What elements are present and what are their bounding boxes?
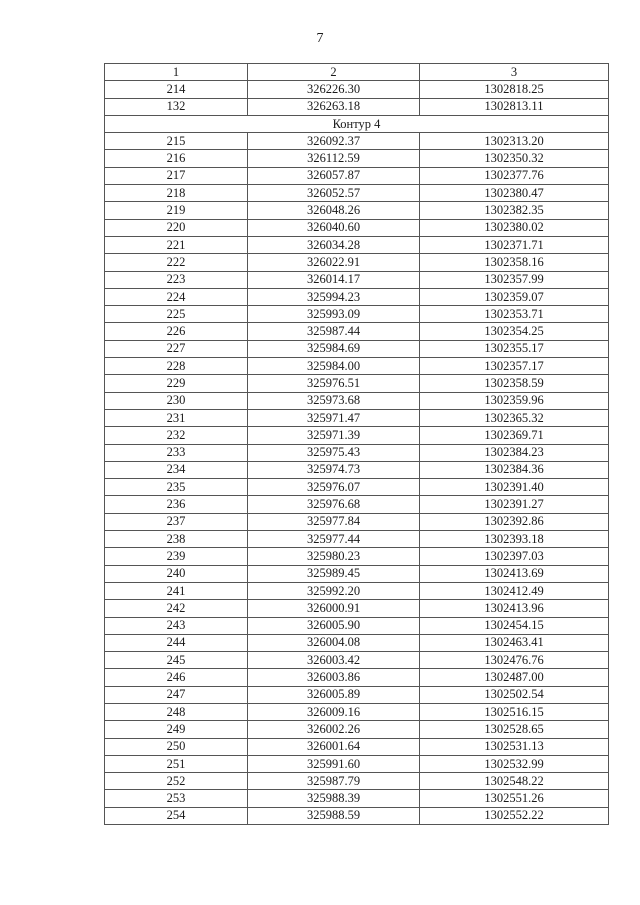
x-coordinate-cell: 325976.51 [248,375,420,392]
y-coordinate-cell: 1302392.86 [420,513,609,530]
y-coordinate-cell: 1302371.71 [420,236,609,253]
table-row [105,150,609,167]
x-coordinate-cell: 326001.64 [248,738,420,755]
point-number-cell: 230 [105,392,248,409]
y-coordinate-cell: 1302382.35 [420,202,609,219]
page-number: 7 [316,31,324,46]
table-row [105,133,609,150]
x-coordinate-cell: 325971.47 [248,409,420,426]
point-number-cell: 247 [105,686,248,703]
table-row [105,773,609,790]
y-coordinate-cell: 1302358.16 [420,254,609,271]
table-row [105,185,609,202]
x-coordinate-cell: 326005.90 [248,617,420,634]
point-number-cell: 240 [105,565,248,582]
x-coordinate-cell: 325991.60 [248,755,420,772]
table-section [105,115,609,132]
table-row [105,427,609,444]
table-row [105,531,609,548]
x-coordinate-cell: 326092.37 [248,133,420,150]
y-coordinate-cell: 1302359.96 [420,392,609,409]
x-coordinate-cell: 326048.26 [248,202,420,219]
y-coordinate-cell: 1302393.18 [420,531,609,548]
point-number-cell: 220 [105,219,248,236]
x-coordinate-cell: 325984.69 [248,340,420,357]
point-number-cell: 244 [105,634,248,651]
y-coordinate-cell: 1302413.69 [420,565,609,582]
point-number-cell: 237 [105,513,248,530]
point-number-cell: 217 [105,167,248,184]
point-number-cell: 250 [105,738,248,755]
x-coordinate-cell: 326000.91 [248,600,420,617]
table-row [105,600,609,617]
table-header-row [105,64,609,81]
table-row [105,686,609,703]
table-row [105,323,609,340]
point-number-cell: 232 [105,427,248,444]
y-coordinate-cell: 1302313.20 [420,133,609,150]
x-coordinate-cell: 326014.17 [248,271,420,288]
table-row [105,738,609,755]
x-coordinate-cell: 325977.44 [248,531,420,548]
point-number-cell: 234 [105,461,248,478]
x-coordinate-cell: 326003.86 [248,669,420,686]
y-coordinate-cell: 1302384.36 [420,461,609,478]
point-number-cell: 243 [105,617,248,634]
point-number-cell: 253 [105,790,248,807]
table-row [105,496,609,513]
point-number-cell: 221 [105,236,248,253]
point-number-cell: 239 [105,548,248,565]
point-number-cell: 214 [105,81,248,98]
x-coordinate-cell: 326005.89 [248,686,420,703]
y-coordinate-cell: 1302476.76 [420,652,609,669]
table-row [105,271,609,288]
table-row [105,669,609,686]
x-coordinate-cell: 325987.79 [248,773,420,790]
point-number-cell: 242 [105,600,248,617]
y-coordinate-cell: 1302384.23 [420,444,609,461]
y-coordinate-cell: 1302818.25 [420,81,609,98]
point-number-cell: 252 [105,773,248,790]
x-coordinate-cell: 326003.42 [248,652,420,669]
x-coordinate-cell: 326057.87 [248,167,420,184]
y-coordinate-cell: 1302354.25 [420,323,609,340]
coordinates-table [104,63,609,825]
table-row [105,340,609,357]
point-number-cell: 216 [105,150,248,167]
point-number-cell: 225 [105,306,248,323]
y-coordinate-cell: 1302355.17 [420,340,609,357]
y-coordinate-cell: 1302412.49 [420,582,609,599]
point-number-cell: 241 [105,582,248,599]
table-row [105,409,609,426]
x-coordinate-cell: 326002.26 [248,721,420,738]
point-number-cell: 226 [105,323,248,340]
point-number-cell: 236 [105,496,248,513]
y-coordinate-cell: 1302359.07 [420,288,609,305]
table-row [105,444,609,461]
table-row [105,375,609,392]
point-number-cell: 248 [105,703,248,720]
point-number-cell: 227 [105,340,248,357]
table-row [105,513,609,530]
x-coordinate-cell: 325975.43 [248,444,420,461]
table-row [105,755,609,772]
x-coordinate-cell: 325984.00 [248,358,420,375]
table-row [105,617,609,634]
table-row [105,790,609,807]
x-coordinate-cell: 325976.68 [248,496,420,513]
point-number-cell: 249 [105,721,248,738]
point-number-cell: 219 [105,202,248,219]
table-row [105,306,609,323]
x-coordinate-cell: 325980.23 [248,548,420,565]
point-number-cell: 235 [105,479,248,496]
y-coordinate-cell: 1302357.17 [420,358,609,375]
y-coordinate-cell: 1302487.00 [420,669,609,686]
section-row [105,115,609,132]
table-row [105,582,609,599]
y-coordinate-cell: 1302454.15 [420,617,609,634]
table-row [105,236,609,253]
table-row [105,652,609,669]
point-number-cell: 218 [105,185,248,202]
y-coordinate-cell: 1302358.59 [420,375,609,392]
x-coordinate-cell: 325987.44 [248,323,420,340]
table-row [105,634,609,651]
point-number-cell: 229 [105,375,248,392]
y-coordinate-cell: 1302548.22 [420,773,609,790]
table-row [105,565,609,582]
x-coordinate-cell: 325992.20 [248,582,420,599]
y-coordinate-cell: 1302413.96 [420,600,609,617]
x-coordinate-cell: 326022.91 [248,254,420,271]
section-title: Контур 4 [105,115,609,132]
table-body-before-section [105,81,609,116]
point-number-cell: 251 [105,755,248,772]
y-coordinate-cell: 1302391.40 [420,479,609,496]
x-coordinate-cell: 326004.08 [248,634,420,651]
table-row [105,461,609,478]
point-number-cell: 224 [105,288,248,305]
x-coordinate-cell: 325988.39 [248,790,420,807]
point-number-cell: 254 [105,807,248,824]
table-body-after-section [105,133,609,825]
y-coordinate-cell: 1302357.99 [420,271,609,288]
y-coordinate-cell: 1302397.03 [420,548,609,565]
table-row [105,548,609,565]
point-number-cell: 245 [105,652,248,669]
y-coordinate-cell: 1302365.32 [420,409,609,426]
y-coordinate-cell: 1302377.76 [420,167,609,184]
y-coordinate-cell: 1302353.71 [420,306,609,323]
x-coordinate-cell: 326226.30 [248,81,420,98]
y-coordinate-cell: 1302350.32 [420,150,609,167]
point-number-cell: 223 [105,271,248,288]
column-header-point: 1 [105,64,248,81]
y-coordinate-cell: 1302552.22 [420,807,609,824]
y-coordinate-cell: 1302369.71 [420,427,609,444]
y-coordinate-cell: 1302516.15 [420,703,609,720]
y-coordinate-cell: 1302813.11 [420,98,609,115]
table-row [105,167,609,184]
x-coordinate-cell: 325977.84 [248,513,420,530]
table-row [105,98,609,115]
table-row [105,807,609,824]
y-coordinate-cell: 1302463.41 [420,634,609,651]
table-row [105,721,609,738]
column-header-y: 3 [420,64,609,81]
point-number-cell: 233 [105,444,248,461]
table-row [105,219,609,236]
point-number-cell: 215 [105,133,248,150]
x-coordinate-cell: 326052.57 [248,185,420,202]
y-coordinate-cell: 1302528.65 [420,721,609,738]
table-row [105,392,609,409]
point-number-cell: 222 [105,254,248,271]
x-coordinate-cell: 326040.60 [248,219,420,236]
table-row [105,254,609,271]
column-header-x: 2 [248,64,420,81]
point-number-cell: 228 [105,358,248,375]
point-number-cell: 238 [105,531,248,548]
y-coordinate-cell: 1302531.13 [420,738,609,755]
x-coordinate-cell: 325988.59 [248,807,420,824]
x-coordinate-cell: 325976.07 [248,479,420,496]
table-row [105,202,609,219]
table-row [105,703,609,720]
y-coordinate-cell: 1302380.47 [420,185,609,202]
x-coordinate-cell: 325971.39 [248,427,420,444]
y-coordinate-cell: 1302391.27 [420,496,609,513]
y-coordinate-cell: 1302502.54 [420,686,609,703]
x-coordinate-cell: 326263.18 [248,98,420,115]
x-coordinate-cell: 325989.45 [248,565,420,582]
x-coordinate-cell: 326034.28 [248,236,420,253]
y-coordinate-cell: 1302551.26 [420,790,609,807]
y-coordinate-cell: 1302532.99 [420,755,609,772]
x-coordinate-cell: 325974.73 [248,461,420,478]
x-coordinate-cell: 326112.59 [248,150,420,167]
point-number-cell: 246 [105,669,248,686]
table-row [105,288,609,305]
x-coordinate-cell: 325973.68 [248,392,420,409]
point-number-cell: 231 [105,409,248,426]
x-coordinate-cell: 325994.23 [248,288,420,305]
table-row [105,358,609,375]
point-number-cell: 132 [105,98,248,115]
table-row [105,479,609,496]
table-row [105,81,609,98]
x-coordinate-cell: 326009.16 [248,703,420,720]
x-coordinate-cell: 325993.09 [248,306,420,323]
y-coordinate-cell: 1302380.02 [420,219,609,236]
